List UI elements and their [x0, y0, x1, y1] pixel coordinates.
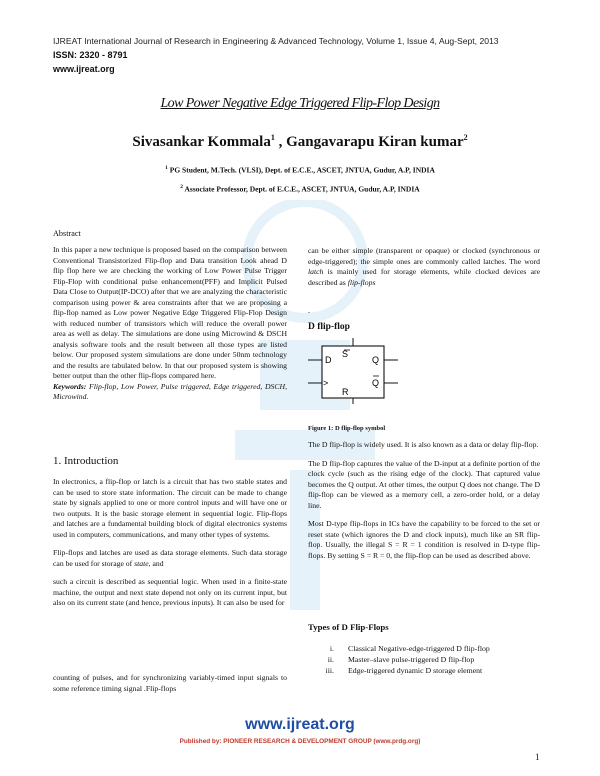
d-flip-flop-symbol [308, 338, 400, 404]
s-label: S [342, 349, 349, 359]
intro-paragraph-2 [53, 548, 287, 569]
intro-heading: 1. Introduction [53, 455, 119, 467]
list-item [308, 643, 540, 654]
abstract-body: In this paper a new technique is proposed based on the comparison between Conventional Transistorized Flip-flop and Data transition Look ahead D flip flop here we are checking the working of Low Power Pulse Trigger Flip-Flop with conditional pulse enhancement(PFF) and Implicit Pulsed Data Close to Output(IP-DCO) after that we are analyzing the characteristic comparison using power & area constraints after that we are proposing a flip-flop named as Low power Negative Edge Triggered Flip-Flop Design with reduced number of transistors which will reduce the overall power area as well as delay. The simulations are done using Microwind & DSCH analysis software tools and the result between all those types are listed below. Our proposed system simulations are done under 50nm technology and the results are tabulated below. In that our proposed system is showing better output than the other flip-flops compared here. [53, 245, 287, 380]
dff-paragraph-2: The D flip-flop captures the value of the D-input at a definite portion of the clock cycle (such as the rising edge of the clock). That captured value becomes the Q output. At other times, the output Q does not change. The D flip-flop can be viewed as a memory cell, a zero-order hold, or a delay line. [308, 458, 540, 510]
intro-paragraph-2-b: , and [148, 558, 164, 568]
list-item-text: Master–slave pulse-triggered D flip-flop [348, 655, 475, 664]
intro-paragraph-2-a: Flip-flops and latches are used as data storage elements. Such data storage can be used for storage of [53, 548, 287, 568]
q-label: Q [372, 355, 380, 365]
author-1: Sivasankar Kommala [132, 134, 271, 150]
paper-title: Low Power Negative Edge Triggered Flip-Flop Design [160, 96, 440, 111]
intro-block-1 [53, 477, 287, 609]
keywords-text: Flip-flop, Low Power, Pulse triggered, Edge triggered, DSCH, Microwind. [53, 381, 287, 401]
page-number: 1 [535, 752, 540, 762]
author-2: Gangavarapu Kiran kumar [286, 134, 464, 150]
right-intro-paragraph [308, 246, 540, 288]
right-p1-a: can be either simple (transparent or opaque) or clocked (synchronous or edge-triggered); the simple ones are commonly called latches. The word [308, 246, 540, 266]
list-item-number: iii. [325, 666, 334, 675]
types-heading: Types of D Flip-Flops [308, 622, 389, 632]
journal-header: IJREAT International Journal of Research in Engineering & Advanced Technology, Volume 1, Issue 4, Aug-Sept, 2013 [53, 36, 499, 46]
abstract-heading: Abstract [53, 229, 81, 238]
intro-paragraph-4: counting of pulses, and for synchronizing variably-timed input signals to some reference timing signal .Flip-flops [53, 673, 287, 693]
dff-heading: D flip-flop [308, 322, 350, 332]
list-item [308, 654, 540, 665]
list-item-text: Classical Negative-edge-triggered D flip-flop [348, 644, 490, 653]
author-1-sup: 1 [270, 133, 275, 142]
right-p1-em-latch: latch [308, 267, 324, 276]
dff-paragraph-3: Most D-type flip-flops in ICs have the capability to be forced to the set or reset state (which ignores the D and clock inputs), much like an SR flip-flop. Usually, the illegal S = R = 1 condition is resolved in D-type flip-flops. By setting S = R = 0, the flip-flop can be used as described above. [308, 519, 540, 560]
author-separator: , [274, 134, 287, 150]
abstract-block [53, 245, 287, 403]
keywords [53, 382, 287, 403]
list-item-number: ii. [327, 655, 334, 664]
intro-paragraph-3: such a circuit is described as sequential logic. When used in a finite-state machine, the output and next state depend not only on its current input, but also on its current state (and hence, previous inputs). It can also be used for [53, 577, 287, 607]
right-p1-em-flipflops: flip-flops [347, 277, 376, 287]
flip-flop-box [322, 346, 384, 398]
keywords-label: Keywords: [53, 381, 87, 391]
right-body-block [308, 440, 540, 561]
header-website: www.ijreat.org [53, 64, 115, 74]
footer-website-link[interactable]: www.ijreat.org [245, 716, 355, 733]
author-list [0, 133, 600, 151]
dff-paragraph-1: The D flip-flop is widely used. It is also known as a data or delay flip-flop. [308, 440, 539, 449]
footer-publisher: Published by: PIONEER RESEARCH & DEVELOPMENT GROUP (www.prdg.org) [179, 738, 421, 745]
intro-paragraph-2-em: state [134, 558, 149, 568]
types-list [308, 643, 540, 676]
affiliation-1-text: PG Student, M.Tech. (VLSI), Dept. of E.C.E., ASCET, JNTUA, Gudur, A.P, INDIA [169, 165, 435, 175]
qbar-label: Q [372, 378, 380, 388]
d-label: D [325, 355, 332, 365]
r-label: R [342, 387, 349, 397]
affiliation-2 [0, 184, 600, 194]
figure-caption: Figure 1: D flip-flop symbol [308, 425, 386, 432]
list-item [308, 665, 540, 676]
intro-paragraph-1: In electronics, a flip-flop or latch is a circuit that has two stable states and can be used to store state information. The circuit can be made to change state by signals applied to one or more control inputs and will have one or two outputs. It is the basic storage element in sequential logic. Flip-flops and latches are a fundamental building block of digital electronics systems used in computers, communications, and many other types of systems. [53, 477, 287, 539]
affiliation-2-sup: 2 [180, 184, 184, 190]
period: . [308, 306, 310, 315]
affiliation-2-text: Associate Professor, Dept. of E.C.E., ASCET, JNTUA, Gudur, A.P, INDIA [184, 184, 420, 194]
right-p1-b: is mainly used for storage elements, while clocked devices are described as [308, 267, 540, 287]
affiliation-1 [0, 165, 600, 175]
issn: ISSN: 2320 - 8791 [53, 50, 128, 60]
author-2-sup: 2 [463, 133, 468, 142]
affiliation-1-sup: 1 [165, 165, 168, 171]
clock-label: > [323, 378, 329, 388]
list-item-text: Edge-triggered dynamic D storage element [348, 666, 483, 675]
list-item-number: i. [329, 644, 334, 653]
